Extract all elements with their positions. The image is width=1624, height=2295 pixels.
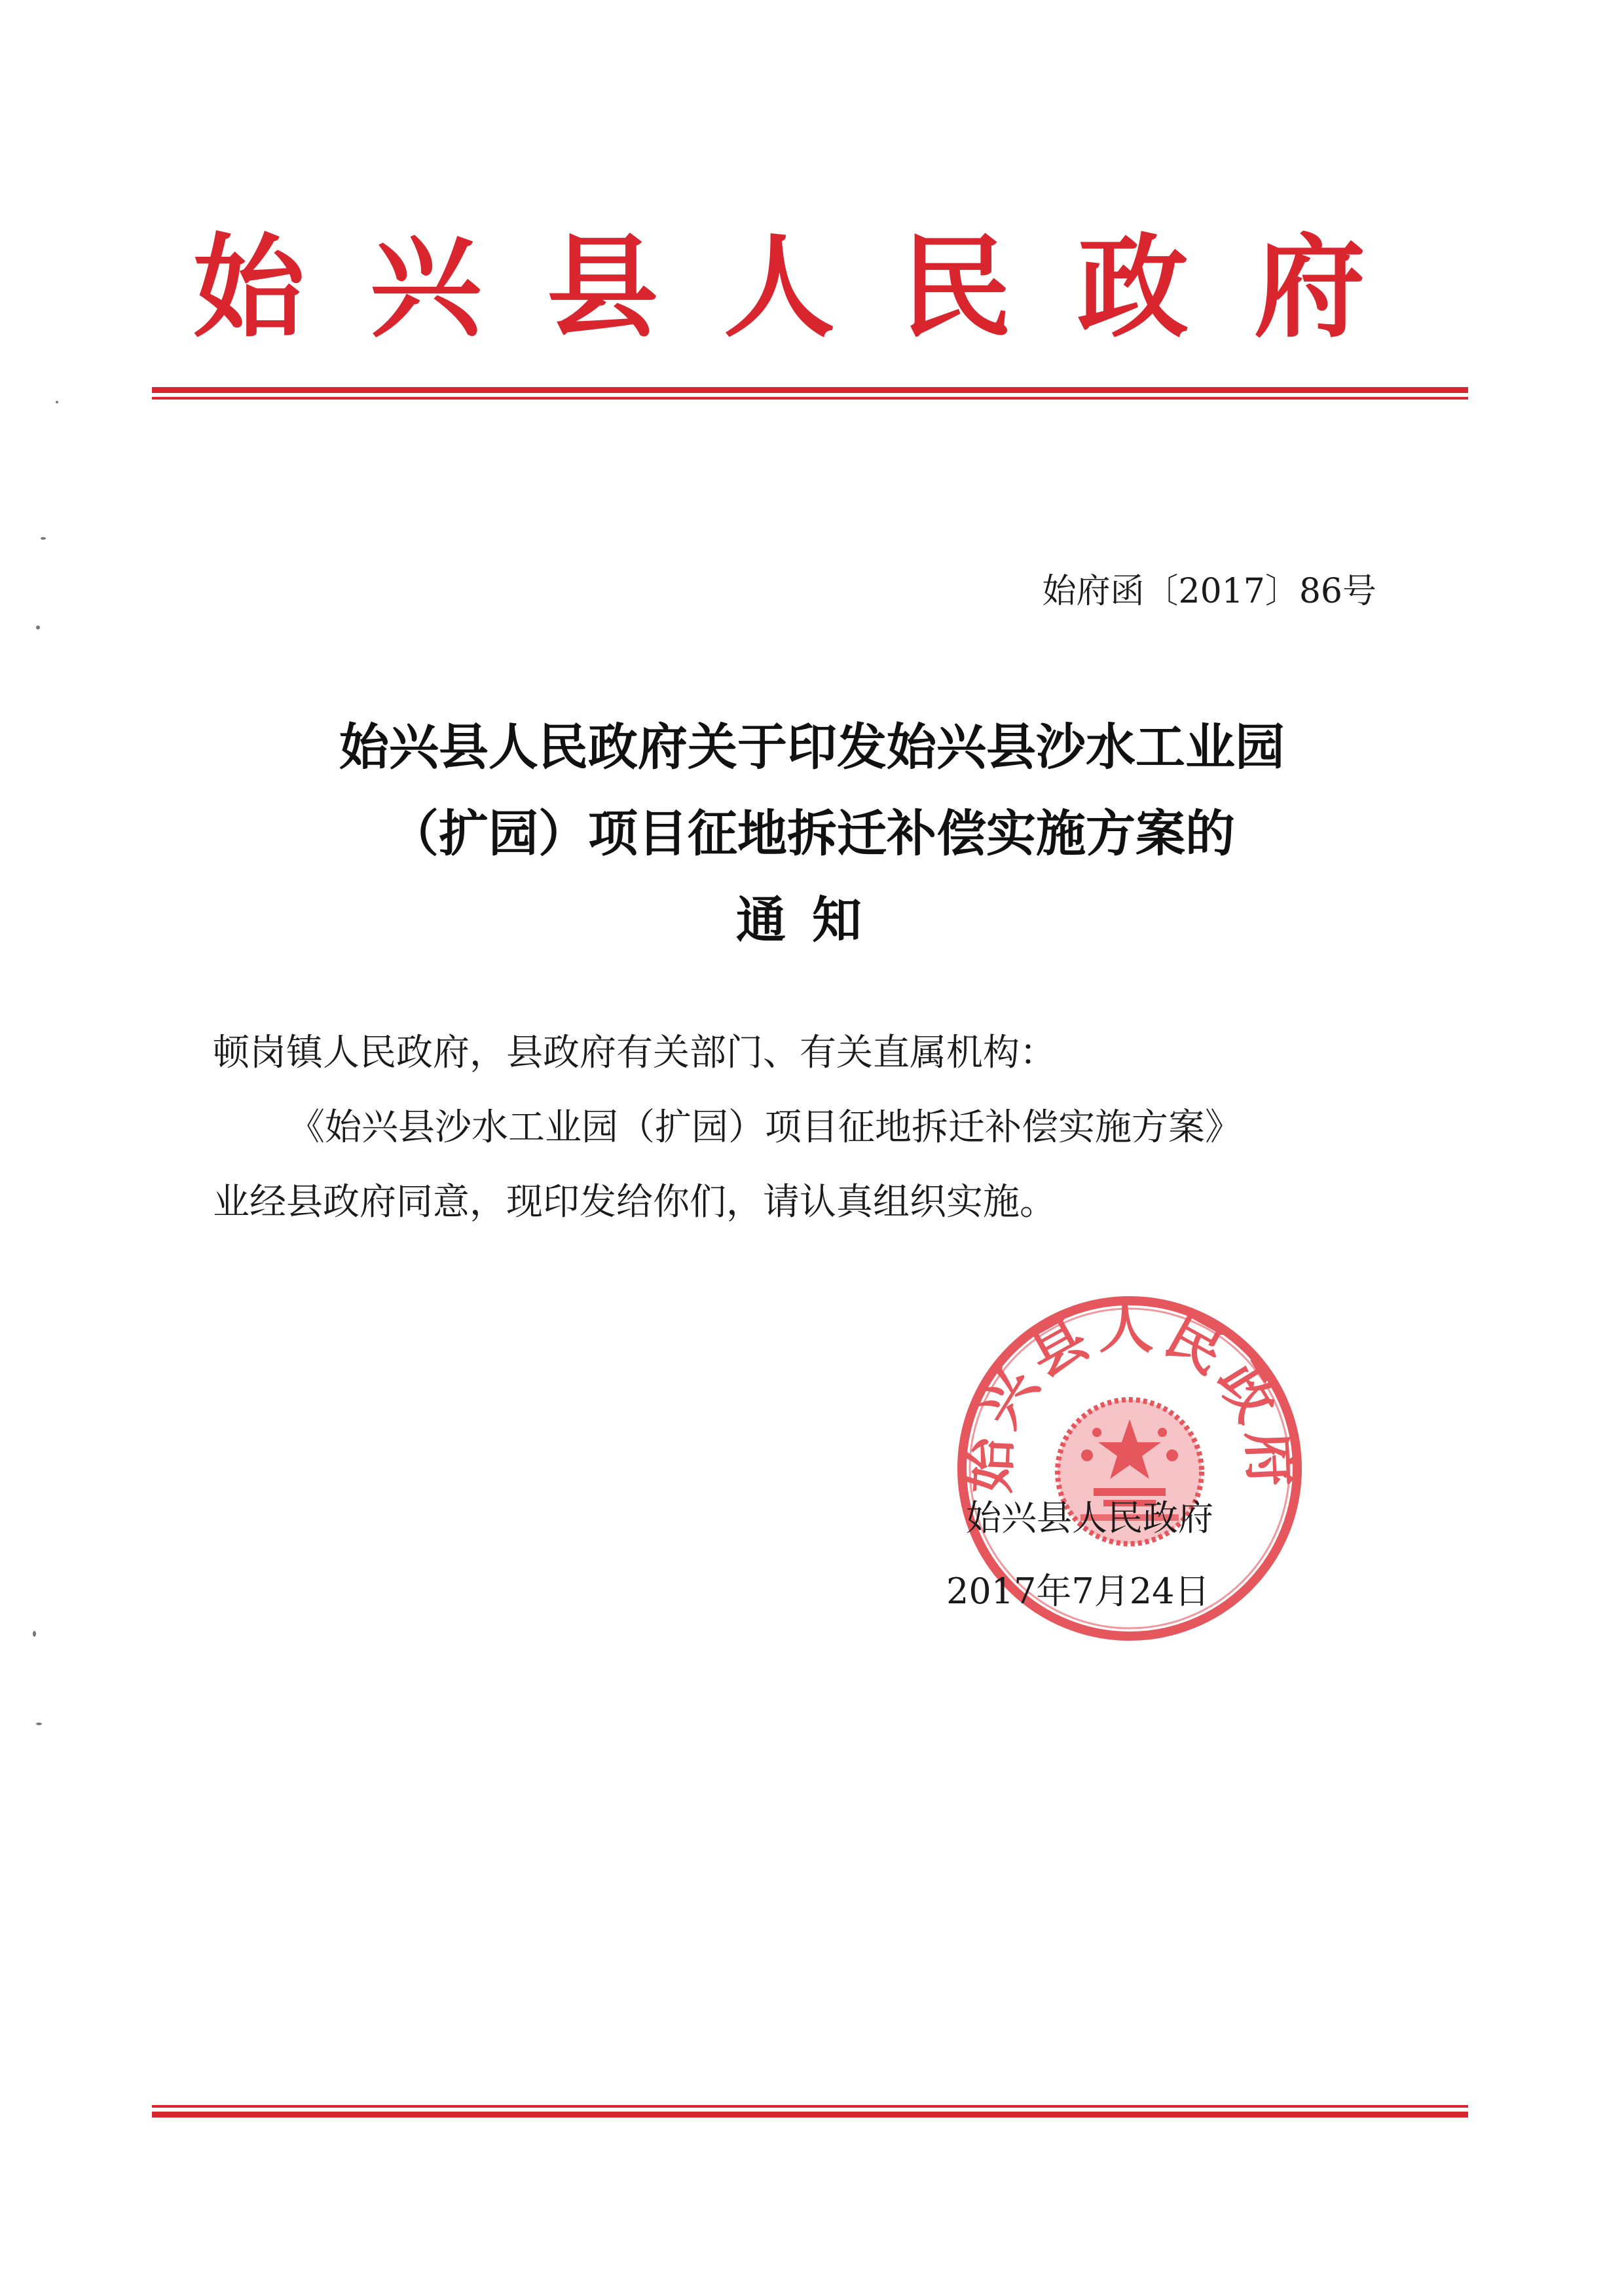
notice-title-line-2: （扩园）项目征地拆迁补偿实施方案的: [389, 804, 1235, 863]
notice-title-line-1: 始兴县人民政府关于印发始兴县沙水工业园: [339, 718, 1285, 776]
notice-title-line-3: 通知: [736, 891, 888, 949]
signature-org: 始兴县人民政府: [966, 1497, 1213, 1539]
scan-speck: [33, 1631, 36, 1637]
body-text-line-2: 业经县政府同意，现印发给你们，请认真组织实施。: [213, 1181, 1056, 1223]
header-rule-thick: [152, 387, 1468, 393]
scan-speck: [36, 625, 40, 629]
body-text-line-1: 《始兴县沙水工业园（扩园）项目征地拆迁补偿实施方案》: [288, 1106, 1242, 1149]
scan-speck: [41, 537, 46, 540]
scan-speck: [56, 401, 58, 403]
scan-speck: [36, 1723, 42, 1725]
header-rule-thin: [152, 397, 1468, 400]
document-number: 始府函〔2017〕86号: [1042, 572, 1376, 611]
signature-date: 2017年7月24日: [946, 1571, 1210, 1612]
notice-title: [196, 704, 1428, 963]
org-title: 始兴县人民政府: [193, 223, 1431, 353]
footer-rule-thick: [152, 2112, 1468, 2118]
svg-text:始兴县人民政府: 始兴县人民政府: [956, 1296, 1303, 1495]
addressee: 顿岗镇人民政府，县政府有关部门、有关直属机构：: [213, 1032, 1056, 1074]
footer-rule-thin: [152, 2105, 1468, 2108]
